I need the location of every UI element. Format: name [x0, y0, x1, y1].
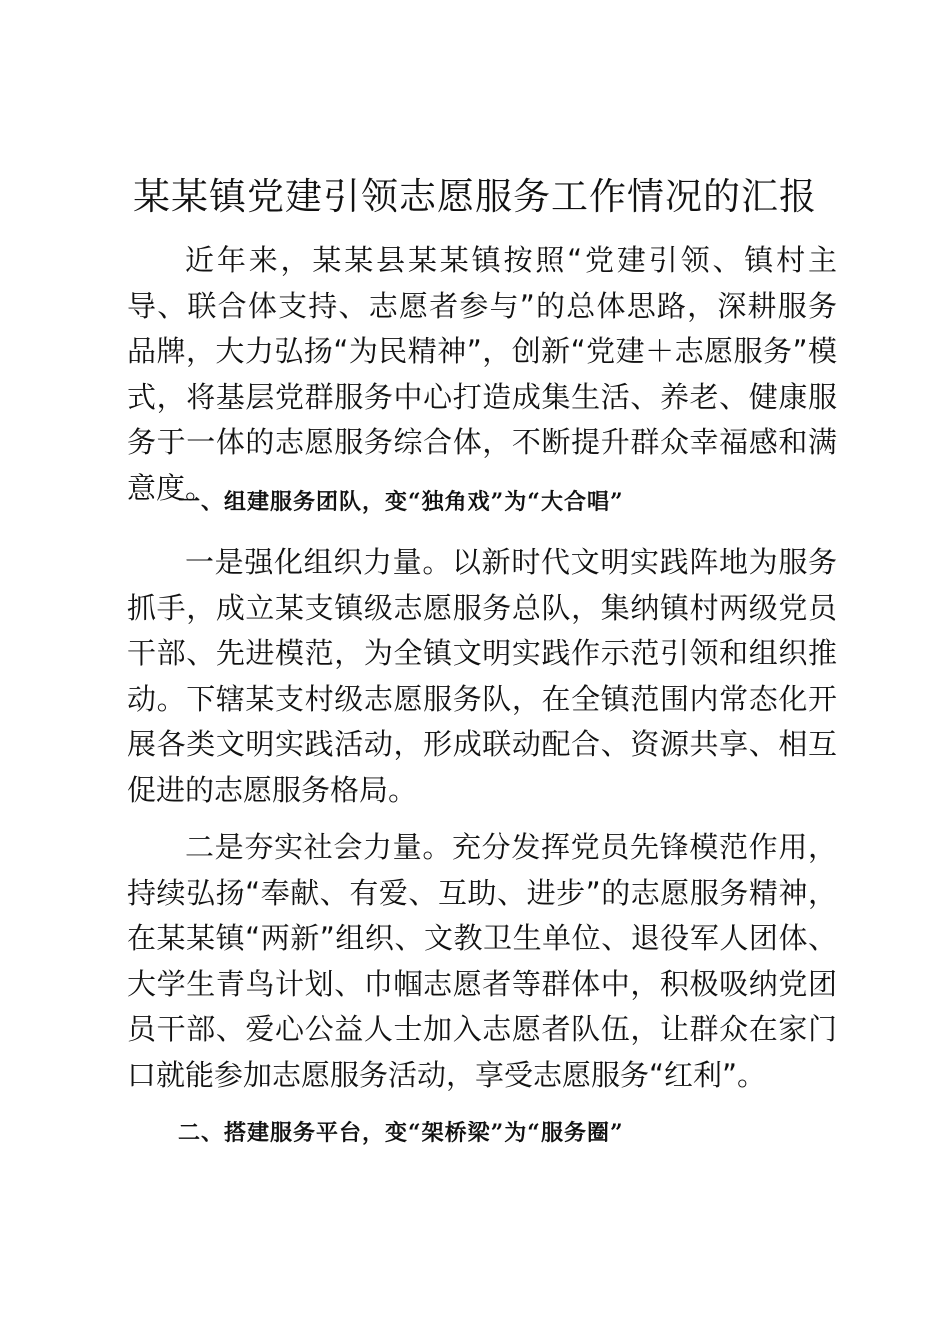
document-title: 某某镇党建引领志愿服务工作情况的汇报 — [133, 175, 817, 218]
section-1-paragraph-1: 一是强化组织力量。以新时代文明实践阵地为服务抓手，成立某支镇级志愿服务总队，集纳镇村两级党员干部、先进模范，为全镇文明实践作示范引领和组织推动。下辖某支村级志愿服务队，在全镇范围内常态化开展各类文明实践活动，形成联动配合、资源共享、相互促进的志愿服务格局。 — [127, 545, 837, 807]
section-2-heading: 二、搭建服务平台，变“架桥梁”为“服务圈” — [178, 1120, 624, 1146]
section-1-heading: 一、组建服务团队，变“独角戏”为“大合唱” — [178, 489, 624, 515]
section-1-paragraph-2: 二是夯实社会力量。充分发挥党员先锋模范作用，持续弘扬“奉献、有爱、互助、进步”的志愿服务精神，在某某镇“两新”组织、文教卫生单位、退役军人团体、大学生青鸟计划、巾帼志愿者等群体中，积极吸纳党团员干部、爱心公益人士加入志愿者队伍，让群众在家门口就能参加志愿服务活动，享受志愿服务“红利”。 — [127, 830, 837, 1092]
intro-paragraph: 近年来，某某县某某镇按照“党建引领、镇村主导、联合体支持、志愿者参与”的总体思路，深耕服务品牌，大力弘扬“为民精神”，创新“党建＋志愿服务”模式，将基层党群服务中心打造成集生活、养老、健康服务于一体的志愿服务综合体，不断提升群众幸福感和满意度。 — [127, 243, 837, 505]
